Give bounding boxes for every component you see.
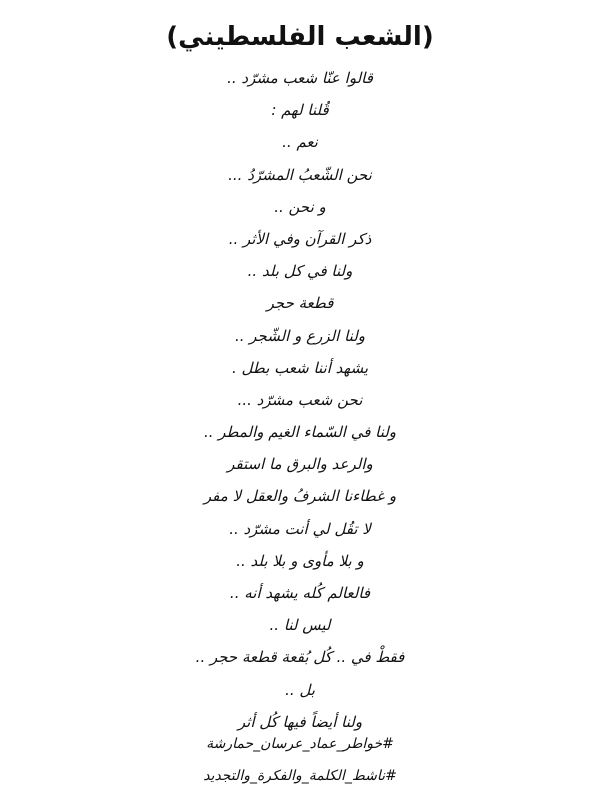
poem-line: و نحن .. xyxy=(274,197,326,216)
poem-line: فقطْ في .. كُل بُقعة قطعة حجر .. xyxy=(195,648,405,667)
poem-line: بل .. xyxy=(285,680,315,699)
poem-line: والرعد والبرق ما استقر xyxy=(227,455,373,474)
poem-line: ليس لنا .. xyxy=(269,616,331,635)
poem-line: يشهد أننا شعب بطل . xyxy=(232,358,368,377)
poem-line: ولنا أيضاً فيها كُل أثر xyxy=(237,712,363,731)
poem-line: ولنا في السّماء الغيم والمطر .. xyxy=(203,423,397,442)
poem-body xyxy=(120,62,480,738)
poem-line: قطعة حجر xyxy=(266,294,334,313)
poem-line: و غطاءنا الشرفُ والعقل لا مفر xyxy=(203,487,397,506)
poem-line: قُلنا لهم : xyxy=(271,101,329,120)
poem-line: و بلا مأوى و بلا بلد .. xyxy=(236,551,364,570)
poem-line: ولنا في كل بلد .. xyxy=(247,262,353,281)
poem-title: (الشعب الفلسطيني) xyxy=(166,22,434,52)
hashtag-list xyxy=(0,728,600,792)
poem-line: لا تقُل لي أنت مشرّد .. xyxy=(229,519,371,538)
poem-line: ولنا الزرع و الشّجر .. xyxy=(234,326,366,345)
hashtag: #ناشط_الكلمة_والفكرة_والتجديد xyxy=(203,768,397,784)
hashtag: #خواطر_عماد_عرسان_حمارشة xyxy=(206,736,394,752)
poem-line: نحن الشّعبُ المشرّدُ ... xyxy=(228,165,372,184)
poem-line: نحن شعب مشرّد ... xyxy=(237,390,363,409)
poem-line: نعم .. xyxy=(282,133,318,152)
poem-line: فالعالم كُله يشهد أنه .. xyxy=(229,584,371,602)
poem-line: ذكر القرآن وفي الأثر .. xyxy=(228,229,372,248)
poem-line: قالوا عنّا شعب مشرّد .. xyxy=(227,69,373,87)
